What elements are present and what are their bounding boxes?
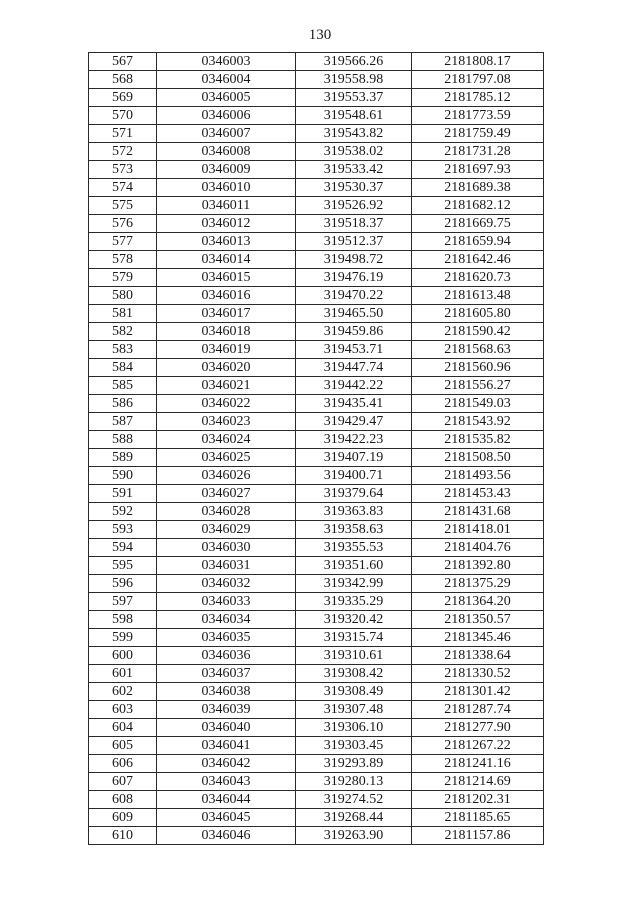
x-coordinate-cell: 319518.37	[296, 215, 412, 233]
table-row	[89, 575, 544, 593]
point-number-cell: 571	[89, 125, 157, 143]
table-row	[89, 485, 544, 503]
point-number-cell: 598	[89, 611, 157, 629]
point-id-cell: 0346007	[157, 125, 296, 143]
x-coordinate-cell: 319407.19	[296, 449, 412, 467]
x-coordinate-cell: 319308.49	[296, 683, 412, 701]
point-number-cell: 581	[89, 305, 157, 323]
point-number-cell: 578	[89, 251, 157, 269]
point-number-cell: 573	[89, 161, 157, 179]
table-row	[89, 611, 544, 629]
table-row	[89, 719, 544, 737]
y-coordinate-cell: 2181267.22	[412, 737, 544, 755]
point-id-cell: 0346045	[157, 809, 296, 827]
x-coordinate-cell: 319429.47	[296, 413, 412, 431]
table-row	[89, 413, 544, 431]
point-id-cell: 0346017	[157, 305, 296, 323]
table-row	[89, 305, 544, 323]
table-row	[89, 251, 544, 269]
x-coordinate-cell: 319498.72	[296, 251, 412, 269]
point-id-cell: 0346005	[157, 89, 296, 107]
table-row	[89, 755, 544, 773]
point-number-cell: 605	[89, 737, 157, 755]
x-coordinate-cell: 319307.48	[296, 701, 412, 719]
x-coordinate-cell: 319530.37	[296, 179, 412, 197]
x-coordinate-cell: 319465.50	[296, 305, 412, 323]
y-coordinate-cell: 2181682.12	[412, 197, 544, 215]
point-number-cell: 582	[89, 323, 157, 341]
y-coordinate-cell: 2181759.49	[412, 125, 544, 143]
table-row	[89, 629, 544, 647]
table-row	[89, 809, 544, 827]
point-id-cell: 0346004	[157, 71, 296, 89]
y-coordinate-cell: 2181287.74	[412, 701, 544, 719]
table-row	[89, 395, 544, 413]
x-coordinate-cell: 319306.10	[296, 719, 412, 737]
point-number-cell: 586	[89, 395, 157, 413]
point-number-cell: 572	[89, 143, 157, 161]
x-coordinate-cell: 319447.74	[296, 359, 412, 377]
table-row	[89, 449, 544, 467]
y-coordinate-cell: 2181241.16	[412, 755, 544, 773]
point-id-cell: 0346039	[157, 701, 296, 719]
point-id-cell: 0346032	[157, 575, 296, 593]
y-coordinate-cell: 2181364.20	[412, 593, 544, 611]
point-number-cell: 593	[89, 521, 157, 539]
x-coordinate-cell: 319476.19	[296, 269, 412, 287]
x-coordinate-cell: 319533.42	[296, 161, 412, 179]
y-coordinate-cell: 2181642.46	[412, 251, 544, 269]
point-id-cell: 0346022	[157, 395, 296, 413]
table-row	[89, 125, 544, 143]
x-coordinate-cell: 319274.52	[296, 791, 412, 809]
table-row	[89, 665, 544, 683]
table-row	[89, 557, 544, 575]
point-id-cell: 0346028	[157, 503, 296, 521]
point-id-cell: 0346029	[157, 521, 296, 539]
point-id-cell: 0346016	[157, 287, 296, 305]
table-row	[89, 467, 544, 485]
point-number-cell: 591	[89, 485, 157, 503]
point-number-cell: 579	[89, 269, 157, 287]
table-row	[89, 269, 544, 287]
y-coordinate-cell: 2181549.03	[412, 395, 544, 413]
point-id-cell: 0346009	[157, 161, 296, 179]
point-id-cell: 0346010	[157, 179, 296, 197]
table-row	[89, 53, 544, 71]
point-id-cell: 0346040	[157, 719, 296, 737]
x-coordinate-cell: 319566.26	[296, 53, 412, 71]
table-row	[89, 431, 544, 449]
table-row	[89, 683, 544, 701]
y-coordinate-cell: 2181773.59	[412, 107, 544, 125]
x-coordinate-cell: 319526.92	[296, 197, 412, 215]
y-coordinate-cell: 2181330.52	[412, 665, 544, 683]
y-coordinate-cell: 2181556.27	[412, 377, 544, 395]
y-coordinate-cell: 2181620.73	[412, 269, 544, 287]
x-coordinate-cell: 319315.74	[296, 629, 412, 647]
table-row	[89, 377, 544, 395]
y-coordinate-cell: 2181453.43	[412, 485, 544, 503]
point-id-cell: 0346036	[157, 647, 296, 665]
table-row	[89, 179, 544, 197]
point-number-cell: 596	[89, 575, 157, 593]
point-id-cell: 0346041	[157, 737, 296, 755]
point-id-cell: 0346018	[157, 323, 296, 341]
x-coordinate-cell: 319280.13	[296, 773, 412, 791]
point-id-cell: 0346043	[157, 773, 296, 791]
x-coordinate-cell: 319548.61	[296, 107, 412, 125]
point-number-cell: 580	[89, 287, 157, 305]
x-coordinate-cell: 319453.71	[296, 341, 412, 359]
table-row	[89, 701, 544, 719]
x-coordinate-cell: 319435.41	[296, 395, 412, 413]
x-coordinate-cell: 319342.99	[296, 575, 412, 593]
point-id-cell: 0346008	[157, 143, 296, 161]
point-id-cell: 0346003	[157, 53, 296, 71]
y-coordinate-cell: 2181404.76	[412, 539, 544, 557]
x-coordinate-cell: 319379.64	[296, 485, 412, 503]
y-coordinate-cell: 2181535.82	[412, 431, 544, 449]
point-id-cell: 0346031	[157, 557, 296, 575]
x-coordinate-cell: 319303.45	[296, 737, 412, 755]
point-id-cell: 0346011	[157, 197, 296, 215]
x-coordinate-cell: 319310.61	[296, 647, 412, 665]
point-number-cell: 594	[89, 539, 157, 557]
x-coordinate-cell: 319400.71	[296, 467, 412, 485]
table-row	[89, 89, 544, 107]
y-coordinate-cell: 2181493.56	[412, 467, 544, 485]
point-number-cell: 606	[89, 755, 157, 773]
point-number-cell: 608	[89, 791, 157, 809]
table-row	[89, 521, 544, 539]
table-row	[89, 215, 544, 233]
y-coordinate-cell: 2181605.80	[412, 305, 544, 323]
point-number-cell: 569	[89, 89, 157, 107]
point-number-cell: 587	[89, 413, 157, 431]
point-number-cell: 601	[89, 665, 157, 683]
point-number-cell: 610	[89, 827, 157, 845]
table-row	[89, 233, 544, 251]
y-coordinate-cell: 2181785.12	[412, 89, 544, 107]
point-id-cell: 0346015	[157, 269, 296, 287]
table-row	[89, 161, 544, 179]
y-coordinate-cell: 2181157.86	[412, 827, 544, 845]
point-number-cell: 595	[89, 557, 157, 575]
point-number-cell: 588	[89, 431, 157, 449]
point-number-cell: 602	[89, 683, 157, 701]
point-id-cell: 0346038	[157, 683, 296, 701]
x-coordinate-cell: 319263.90	[296, 827, 412, 845]
point-number-cell: 597	[89, 593, 157, 611]
point-id-cell: 0346044	[157, 791, 296, 809]
y-coordinate-cell: 2181418.01	[412, 521, 544, 539]
x-coordinate-cell: 319358.63	[296, 521, 412, 539]
x-coordinate-cell: 319538.02	[296, 143, 412, 161]
y-coordinate-cell: 2181613.48	[412, 287, 544, 305]
x-coordinate-cell: 319512.37	[296, 233, 412, 251]
point-number-cell: 575	[89, 197, 157, 215]
point-id-cell: 0346042	[157, 755, 296, 773]
y-coordinate-cell: 2181590.42	[412, 323, 544, 341]
x-coordinate-cell: 319363.83	[296, 503, 412, 521]
coordinates-table-body	[89, 53, 544, 845]
y-coordinate-cell: 2181301.42	[412, 683, 544, 701]
point-number-cell: 604	[89, 719, 157, 737]
point-id-cell: 0346021	[157, 377, 296, 395]
y-coordinate-cell: 2181669.75	[412, 215, 544, 233]
point-number-cell: 592	[89, 503, 157, 521]
point-id-cell: 0346019	[157, 341, 296, 359]
point-number-cell: 570	[89, 107, 157, 125]
y-coordinate-cell: 2181392.80	[412, 557, 544, 575]
table-row	[89, 107, 544, 125]
point-number-cell: 600	[89, 647, 157, 665]
x-coordinate-cell: 319268.44	[296, 809, 412, 827]
x-coordinate-cell: 319308.42	[296, 665, 412, 683]
table-row	[89, 773, 544, 791]
y-coordinate-cell: 2181350.57	[412, 611, 544, 629]
x-coordinate-cell: 319442.22	[296, 377, 412, 395]
table-row	[89, 359, 544, 377]
point-number-cell: 599	[89, 629, 157, 647]
point-id-cell: 0346033	[157, 593, 296, 611]
y-coordinate-cell: 2181185.65	[412, 809, 544, 827]
point-number-cell: 590	[89, 467, 157, 485]
point-number-cell: 589	[89, 449, 157, 467]
x-coordinate-cell: 319543.82	[296, 125, 412, 143]
y-coordinate-cell: 2181808.17	[412, 53, 544, 71]
table-row	[89, 143, 544, 161]
x-coordinate-cell: 319422.23	[296, 431, 412, 449]
point-number-cell: 574	[89, 179, 157, 197]
point-number-cell: 585	[89, 377, 157, 395]
table-row	[89, 323, 544, 341]
table-row	[89, 197, 544, 215]
x-coordinate-cell: 319470.22	[296, 287, 412, 305]
table-row	[89, 287, 544, 305]
x-coordinate-cell: 319355.53	[296, 539, 412, 557]
x-coordinate-cell: 319293.89	[296, 755, 412, 773]
point-id-cell: 0346025	[157, 449, 296, 467]
table-row	[89, 539, 544, 557]
point-id-cell: 0346023	[157, 413, 296, 431]
y-coordinate-cell: 2181277.90	[412, 719, 544, 737]
point-id-cell: 0346046	[157, 827, 296, 845]
point-number-cell: 607	[89, 773, 157, 791]
table-row	[89, 737, 544, 755]
point-number-cell: 568	[89, 71, 157, 89]
y-coordinate-cell: 2181560.96	[412, 359, 544, 377]
point-id-cell: 0346024	[157, 431, 296, 449]
x-coordinate-cell: 319320.42	[296, 611, 412, 629]
point-id-cell: 0346020	[157, 359, 296, 377]
y-coordinate-cell: 2181697.93	[412, 161, 544, 179]
table-row	[89, 827, 544, 845]
y-coordinate-cell: 2181797.08	[412, 71, 544, 89]
x-coordinate-cell: 319558.98	[296, 71, 412, 89]
table-row	[89, 791, 544, 809]
y-coordinate-cell: 2181543.92	[412, 413, 544, 431]
y-coordinate-cell: 2181214.69	[412, 773, 544, 791]
coordinates-table	[88, 52, 544, 845]
point-id-cell: 0346014	[157, 251, 296, 269]
x-coordinate-cell: 319459.86	[296, 323, 412, 341]
point-id-cell: 0346012	[157, 215, 296, 233]
page-number: 130	[308, 27, 332, 43]
point-number-cell: 577	[89, 233, 157, 251]
x-coordinate-cell: 319335.29	[296, 593, 412, 611]
point-id-cell: 0346034	[157, 611, 296, 629]
table-row	[89, 71, 544, 89]
table-row	[89, 503, 544, 521]
point-number-cell: 609	[89, 809, 157, 827]
y-coordinate-cell: 2181375.29	[412, 575, 544, 593]
point-number-cell: 583	[89, 341, 157, 359]
point-id-cell: 0346027	[157, 485, 296, 503]
y-coordinate-cell: 2181568.63	[412, 341, 544, 359]
y-coordinate-cell: 2181508.50	[412, 449, 544, 467]
y-coordinate-cell: 2181731.28	[412, 143, 544, 161]
y-coordinate-cell: 2181202.31	[412, 791, 544, 809]
point-id-cell: 0346035	[157, 629, 296, 647]
y-coordinate-cell: 2181659.94	[412, 233, 544, 251]
point-number-cell: 584	[89, 359, 157, 377]
table-row	[89, 593, 544, 611]
y-coordinate-cell: 2181345.46	[412, 629, 544, 647]
point-id-cell: 0346026	[157, 467, 296, 485]
x-coordinate-cell: 319553.37	[296, 89, 412, 107]
table-row	[89, 341, 544, 359]
y-coordinate-cell: 2181431.68	[412, 503, 544, 521]
point-number-cell: 567	[89, 53, 157, 71]
point-id-cell: 0346006	[157, 107, 296, 125]
y-coordinate-cell: 2181689.38	[412, 179, 544, 197]
y-coordinate-cell: 2181338.64	[412, 647, 544, 665]
table-row	[89, 647, 544, 665]
point-number-cell: 603	[89, 701, 157, 719]
point-number-cell: 576	[89, 215, 157, 233]
point-id-cell: 0346030	[157, 539, 296, 557]
x-coordinate-cell: 319351.60	[296, 557, 412, 575]
point-id-cell: 0346037	[157, 665, 296, 683]
point-id-cell: 0346013	[157, 233, 296, 251]
